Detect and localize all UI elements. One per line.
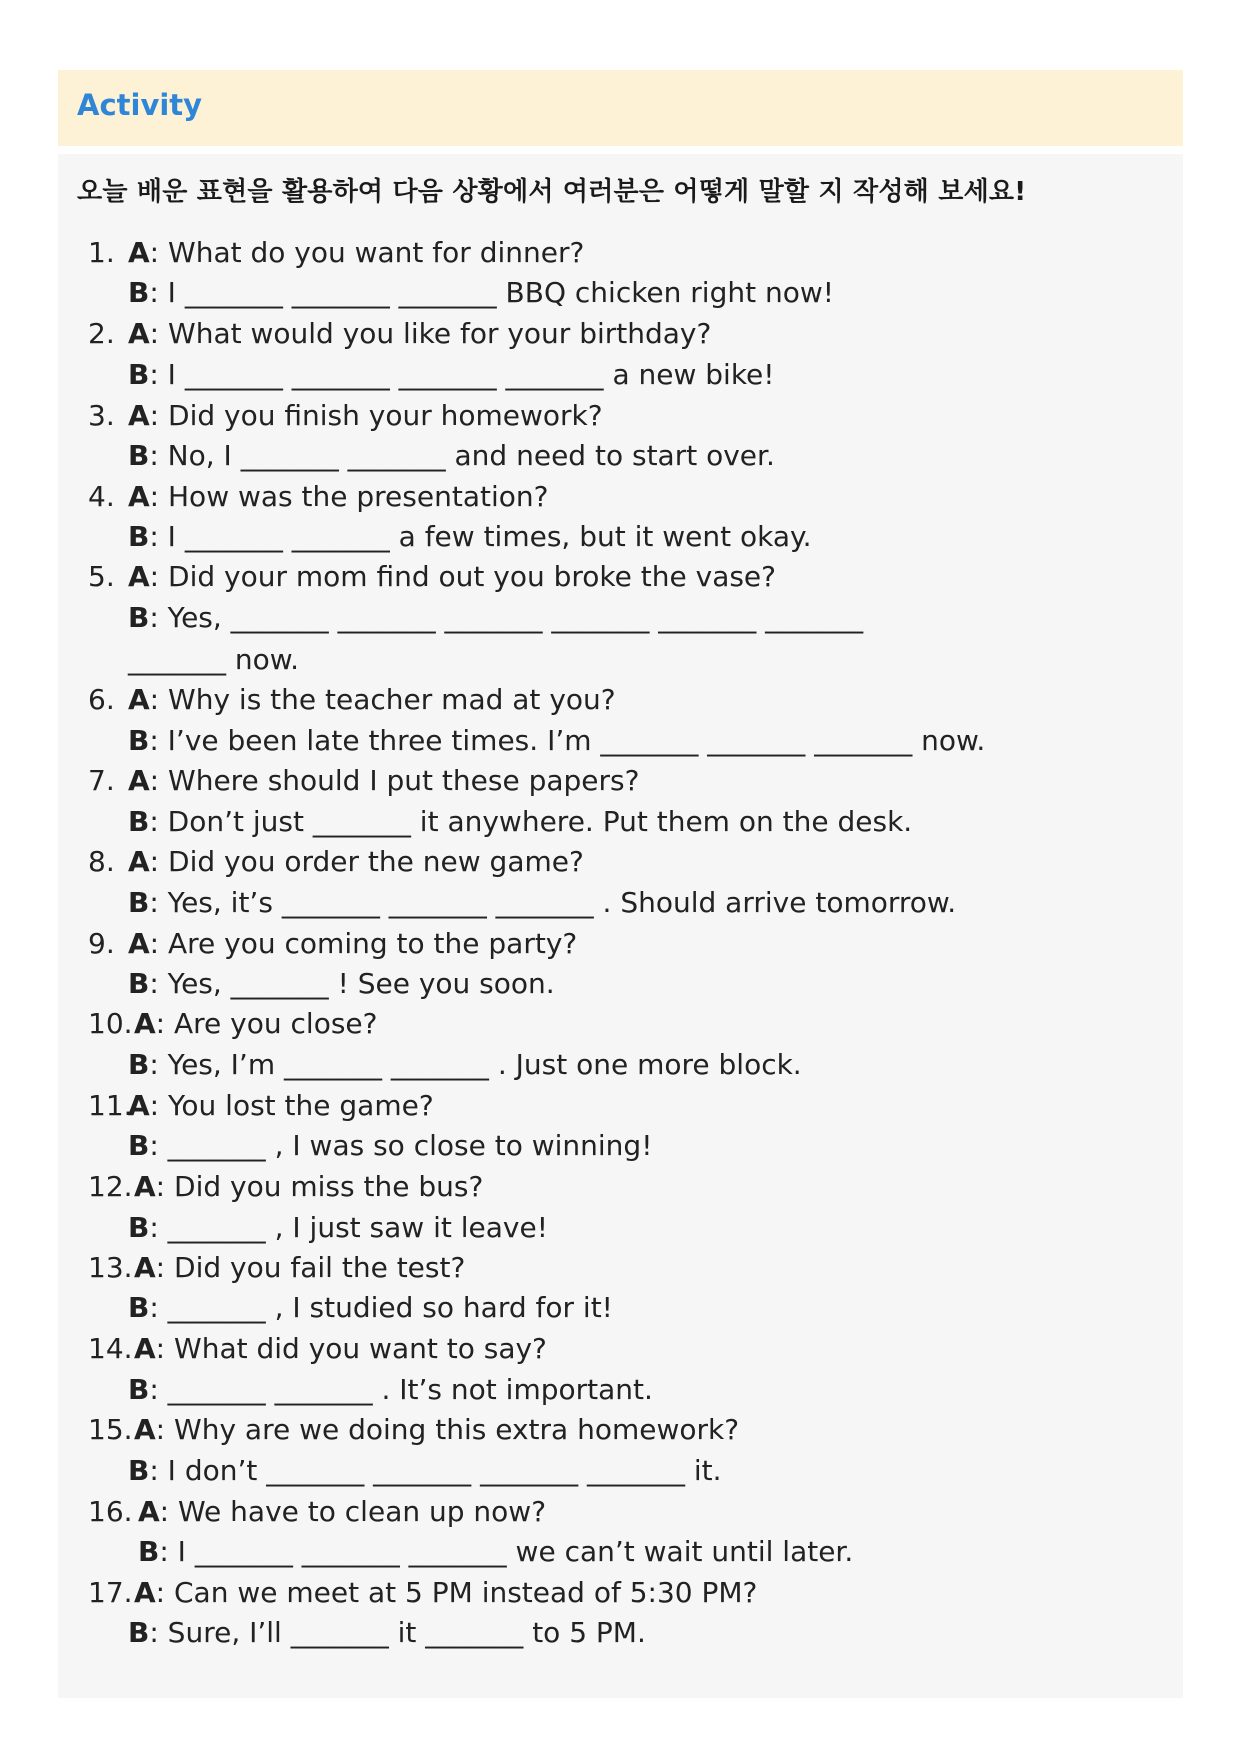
speaker-a: A (134, 1007, 156, 1040)
item-number: 2. (88, 317, 115, 350)
item-9-a-line (88, 927, 577, 961)
item-number: 17. (88, 1576, 133, 1609)
answer-text: : _______ , I studied so hard for it! (149, 1291, 613, 1324)
speaker-b: B (138, 1535, 160, 1568)
item-7-b-line (128, 805, 912, 839)
speaker-b: B (128, 1616, 150, 1649)
item-number: 6. (88, 683, 115, 716)
speaker-a: A (128, 560, 150, 593)
item-6-b-line (128, 724, 985, 758)
answer-text: : I _______ _______ a few times, but it went okay. (149, 520, 812, 553)
speaker-a: A (134, 1251, 156, 1284)
item-number: 11. (88, 1089, 133, 1122)
question-text: : Did you finish your homework? (149, 399, 603, 432)
question-text: : Can we meet at 5 PM instead of 5:30 PM? (155, 1576, 758, 1609)
item-11-b-line (128, 1129, 652, 1163)
item-6-a-line (88, 683, 616, 717)
answer-text: : Yes, _______ ! See you soon. (149, 967, 555, 1000)
item-number: 10. (88, 1007, 133, 1040)
speaker-b: B (128, 520, 150, 553)
item-13-b-line (128, 1291, 613, 1325)
speaker-b: B (128, 1211, 150, 1244)
speaker-b: B (128, 1454, 150, 1487)
item-5-b-line (128, 601, 863, 635)
speaker-b: B (128, 1291, 150, 1324)
item-number: 4. (88, 480, 115, 513)
question-text: : How was the presentation? (149, 480, 549, 513)
item-number: 7. (88, 764, 115, 797)
answer-text: : I _______ _______ _______ _______ a new bike! (149, 358, 775, 391)
item-15-a-line (88, 1413, 739, 1447)
item-number: 12. (88, 1170, 133, 1203)
item-number: 8. (88, 845, 115, 878)
item-14-a-line (88, 1332, 547, 1366)
question-text: : You lost the game? (149, 1089, 434, 1122)
speaker-a: A (128, 1089, 150, 1122)
answer-text: : No, I _______ _______ and need to start over. (149, 439, 775, 472)
answer-text: : I _______ _______ _______ BBQ chicken right now! (149, 276, 834, 309)
answer-text: : _______ , I was so close to winning! (149, 1129, 653, 1162)
item-3-b-line (128, 439, 775, 473)
speaker-a: A (128, 480, 150, 513)
item-13-a-line (88, 1251, 465, 1285)
item-11-a-line (88, 1089, 434, 1123)
item-16-a-line (88, 1495, 546, 1529)
speaker-b: B (128, 601, 150, 634)
speaker-b: B (128, 276, 150, 309)
speaker-a: A (128, 764, 150, 797)
answer-text: : _______ _______ . It’s not important. (149, 1373, 653, 1406)
item-number: 15. (88, 1413, 133, 1446)
item-17-a-line (88, 1576, 757, 1610)
item-number: 14. (88, 1332, 133, 1365)
activity-header (58, 70, 1183, 146)
item-number: 13. (88, 1251, 133, 1284)
speaker-a: A (134, 1576, 156, 1609)
speaker-b: B (128, 724, 150, 757)
question-text: : Did you order the new game? (149, 845, 584, 878)
item-15-b-line (128, 1454, 722, 1488)
question-text: : Are you coming to the party? (149, 927, 578, 960)
speaker-a: A (128, 845, 150, 878)
speaker-b: B (128, 439, 150, 472)
question-text: : Why are we doing this extra homework? (155, 1413, 740, 1446)
item-16-b-line (138, 1535, 853, 1569)
answer-text: : Sure, I’ll _______ it _______ to 5 PM. (149, 1616, 646, 1649)
speaker-a: A (128, 317, 150, 350)
item-14-b-line (128, 1373, 653, 1407)
item-9-b-line (128, 967, 555, 1001)
speaker-b: B (128, 358, 150, 391)
question-text: : Why is the teacher mad at you? (149, 683, 616, 716)
speaker-a: A (134, 1413, 156, 1446)
activity-content (58, 154, 1183, 1698)
question-text: : Did you miss the bus? (155, 1170, 484, 1203)
answer-text: : I’ve been late three times. I’m _______ _______ _______ now. (149, 724, 986, 757)
speaker-a: A (128, 236, 150, 269)
answer-text: : _______ , I just saw it leave! (149, 1211, 548, 1244)
item-4-b-line (128, 520, 812, 554)
item-2-b-line (128, 358, 775, 392)
item-12-a-line (88, 1170, 483, 1204)
speaker-a: A (128, 399, 150, 432)
answer-text: : Don’t just _______ it anywhere. Put them on the desk. (149, 805, 913, 838)
item-1-b-line (128, 276, 834, 310)
instruction-text: 오늘 배운 표현을 활용하여 다음 상황에서 여러분은 어떻게 말할 지 작성해 보세요! (77, 177, 1027, 207)
speaker-a: A (134, 1170, 156, 1203)
activity-title: Activity (77, 88, 203, 122)
speaker-b: B (128, 1129, 150, 1162)
item-3-a-line (88, 399, 603, 433)
speaker-b: B (128, 967, 150, 1000)
item-12-b-line (128, 1211, 548, 1245)
question-text: : What would you like for your birthday? (149, 317, 712, 350)
item-8-b-line (128, 886, 956, 920)
question-text: : Did you fail the test? (155, 1251, 466, 1284)
item-17-b-line (128, 1616, 646, 1650)
item-5-a-line (88, 560, 776, 594)
item-7-a-line (88, 764, 639, 798)
answer-text: : I _______ _______ _______ we can’t wait until later. (159, 1535, 854, 1568)
question-text: : What did you want to say? (155, 1332, 547, 1365)
item-8-a-line (88, 845, 584, 879)
answer-text: : Yes, it’s _______ _______ _______ . Should arrive tomorrow. (149, 886, 957, 919)
answer-text: : I don’t _______ _______ _______ _______ it. (149, 1454, 722, 1487)
question-text: : Are you close? (155, 1007, 378, 1040)
item-number: 5. (88, 560, 115, 593)
item-number: 3. (88, 399, 115, 432)
item-number: 1. (88, 236, 115, 269)
speaker-a: A (128, 927, 150, 960)
speaker-b: B (128, 1048, 150, 1081)
item-10-a-line (88, 1007, 378, 1041)
answer-text: : Yes, I’m _______ _______ . Just one more block. (149, 1048, 802, 1081)
speaker-b: B (128, 886, 150, 919)
question-text: : Where should I put these papers? (149, 764, 640, 797)
item-10-b-line (128, 1048, 802, 1082)
question-text: : What do you want for dinner? (149, 236, 585, 269)
item-4-a-line (88, 480, 548, 514)
speaker-a: A (128, 683, 150, 716)
item-number: 9. (88, 927, 115, 960)
question-text: : Did your mom find out you broke the vase? (149, 560, 777, 593)
speaker-b: B (128, 1373, 150, 1406)
speaker-a: A (134, 1332, 156, 1365)
answer-text: _______ now. (128, 643, 300, 676)
item-1-a-line (88, 236, 584, 270)
item-5-b-line-continued (128, 643, 299, 677)
item-2-a-line (88, 317, 711, 351)
speaker-a: A (138, 1495, 160, 1528)
item-number: 16. (88, 1495, 133, 1528)
question-text: : We have to clean up now? (159, 1495, 547, 1528)
speaker-b: B (128, 805, 150, 838)
answer-text: : Yes, _______ _______ _______ _______ _______ _______ (149, 601, 864, 634)
